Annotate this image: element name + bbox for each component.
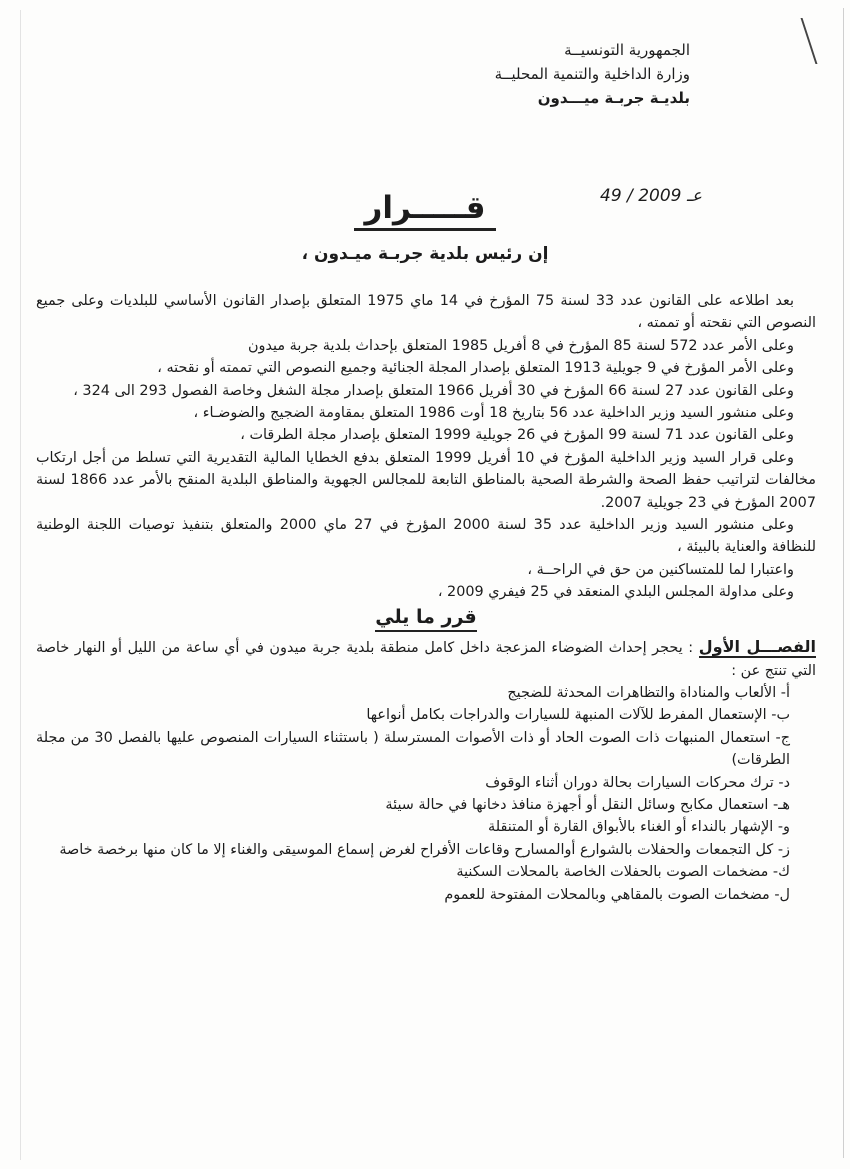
preamble-paragraph: وعلى القانون عدد 71 لسنة 99 المؤرخ في 26 جويلية 1999 المتعلق بإصدار مجلة الطرقات ، [240, 427, 794, 444]
preamble-paragraph: بعد اطلاعه على القانون عدد 33 لسنة 75 المؤرخ في 14 ماي 1975 المتعلق بإصدار القانون الأساسي للبلديات وعلى جميع النصوص التي نقحته أو تممته ، [36, 293, 816, 332]
decision-heading [36, 606, 816, 628]
document-body [36, 290, 816, 906]
chapter-1-text: : يحجر إحداث الضوضاء المزعجة داخل كامل منطقة بلدية جربة ميدون في أي ساعة من الليل أو النهار خاصة التي تنتج عن : [36, 640, 816, 679]
letterhead [495, 38, 690, 110]
reference-number: عـ 2009 / 49 [600, 186, 702, 206]
chapter-1-label: الفصـــل الأول [698, 637, 816, 657]
preamble-paragraph: وعلى مداولة المجلس البلدي المنعقد في 25 فيفري 2009 ، [437, 584, 794, 601]
preamble-paragraph: وعلى القانون عدد 27 لسنة 66 المؤرخ في 30 أفريل 1966 المتعلق بإصدار مجلة الشغل وخاصة الفصول 293 الى 324 ، [73, 382, 794, 399]
letterhead-country: الجمهورية التونسيــة [564, 41, 690, 59]
list-item: ج- استعمال المنبهات ذات الصوت الحاد أو ذات الأصوات المسترسلة ( باستثناء السيارات المنصوص عليها بالفصل 30 من مجلة الطرقات) [36, 729, 790, 769]
list-item: هـ- استعمال مكابح وسائل النقل أو أجهزة منافذ دخانها في حالة سيئة [385, 796, 790, 813]
chapter-1 [36, 636, 816, 682]
letterhead-municipality: بلديـة جربـة ميـــدون [537, 89, 690, 107]
preamble-paragraph: وعلى منشور السيد وزير الداخلية عدد 35 لسنة 2000 المؤرخ في 27 ماي 2000 والمتعلق بتنفيذ توصيات اللجنة الوطنية للنظافة والعناية بالبيئة ، [36, 517, 816, 556]
document-subtitle: إن رئيس بلدية جربـة ميـدون ، [301, 244, 549, 264]
preamble-paragraph: وعلى قرار السيد وزير الداخلية المؤرخ في 10 أفريل 1999 المتعلق بدفع الخطايا المالية التقديرية التي تسلط من أجل ارتكاب مخالفات لتراتيب حفظ الصحة والشرطة الصحية بالمناطق التابعة للمجالس الجهوية والمناطق البلدية المنقح بالأمر عدد 1866 لسنة 2007 المؤرخ في 23 جويلية 2007. [36, 449, 816, 511]
list-item: ب- الإستعمال المفرط للآلات المنبهة للسيارات والدراجات بكامل أنواعها [366, 707, 790, 724]
list-item: و- الإشهار بالنداء أو الغناء بالأبواق القارة أو المتنقلة [488, 819, 790, 836]
pen-mark [783, 18, 818, 64]
list-item: ك- مضخمات الصوت بالحفلات الخاصة بالمحلات السكنية [456, 864, 790, 881]
preamble-paragraph: واعتبارا لما للمتساكنين من حق في الراحــة ، [527, 561, 794, 578]
document-title [0, 190, 850, 226]
preamble-paragraph: وعلى الأمر عدد 572 لسنة 85 المؤرخ في 8 أفريل 1985 المتعلق بإحداث بلدية جربة ميدون [247, 337, 794, 354]
decision-heading-text: قرر ما يلي [375, 606, 476, 632]
chapter-1-items [36, 682, 816, 906]
preamble-paragraph: وعلى منشور السيد وزير الداخلية عدد 56 بتاريخ 18 أوت 1986 المتعلق بمقاومة الضجيج والضوضـاء ، [193, 405, 794, 422]
list-item: د- ترك محركات السيارات بحالة دوران أثناء الوقوف [485, 774, 790, 791]
list-item: ل- مضخمات الصوت بالمقاهي وبالمحلات المفتوحة للعموم [444, 886, 790, 903]
list-item: أ- الألعاب والمناداة والتظاهرات المحدثة للضجيج [507, 684, 790, 701]
letterhead-ministry: وزارة الداخلية والتنمية المحليــة [494, 65, 690, 83]
title-text: قـــــرار [354, 190, 495, 231]
page-edge [20, 10, 21, 1160]
list-item: ز- كل التجمعات والحفلات بالشوارع أوالمسارح وقاعات الأفراح لغرض إسماع الموسيقى والغناء إلا ما كان منها برخصة خاصة [59, 841, 790, 858]
preamble-paragraph: وعلى الأمر المؤرخ في 9 جويلية 1913 المتعلق بإصدار المجلة الجنائية وجميع النصوص التي تممته أو نقحته ، [157, 360, 794, 377]
page-edge [843, 8, 844, 1158]
